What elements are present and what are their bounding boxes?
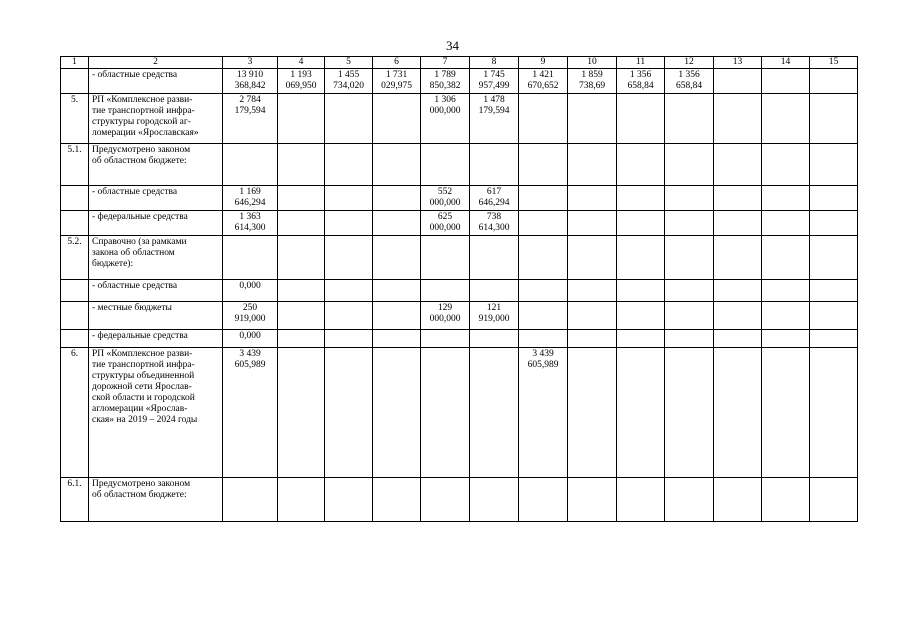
table-row xyxy=(61,144,858,186)
value-cell xyxy=(568,211,617,236)
table-row xyxy=(61,280,858,302)
value-cell xyxy=(810,348,858,478)
value-line: 000,000 xyxy=(429,314,461,324)
value-line: 2 784 xyxy=(239,95,261,105)
value-line: 129 xyxy=(437,303,453,313)
value-cell xyxy=(325,186,373,211)
value-cell xyxy=(470,144,519,186)
column-header: 7 xyxy=(421,57,470,69)
value-cell xyxy=(223,211,278,236)
value-cell xyxy=(568,478,617,522)
value-cell xyxy=(519,330,568,348)
table-row xyxy=(61,69,858,94)
value-cell xyxy=(325,94,373,144)
value-cell xyxy=(665,280,714,302)
value-cell xyxy=(762,280,810,302)
value-cell xyxy=(421,280,470,302)
value-line: 552 xyxy=(437,187,453,197)
value-line: 1 455 xyxy=(337,70,360,80)
value-cell xyxy=(421,69,470,94)
value-cell xyxy=(373,302,421,330)
value-cell xyxy=(762,348,810,478)
value-cell xyxy=(373,330,421,348)
value-cell xyxy=(762,69,810,94)
value-cell xyxy=(470,348,519,478)
value-cell xyxy=(223,302,278,330)
value-cell xyxy=(421,94,470,144)
value-line: 3 439 xyxy=(239,349,261,359)
row-label: - местные бюджеты xyxy=(89,302,223,330)
value-cell xyxy=(617,94,665,144)
value-cell xyxy=(470,302,519,330)
value-cell xyxy=(665,186,714,211)
table-row xyxy=(61,302,858,330)
value-cell xyxy=(762,330,810,348)
value-line: 179,594 xyxy=(234,106,266,116)
row-index: 6.1. xyxy=(61,478,89,522)
value-cell xyxy=(568,348,617,478)
column-header: 3 xyxy=(223,57,278,69)
value-cell xyxy=(421,330,470,348)
value-line: 250 xyxy=(242,303,258,313)
value-line: 0,000 xyxy=(239,331,261,341)
value-line: 1 169 xyxy=(239,187,261,197)
value-cell xyxy=(714,348,762,478)
value-cell xyxy=(373,478,421,522)
value-cell xyxy=(278,69,325,94)
value-cell xyxy=(810,211,858,236)
row-label: - областные средства xyxy=(89,280,223,302)
value-cell xyxy=(714,69,762,94)
value-cell xyxy=(325,211,373,236)
column-header: 13 xyxy=(714,57,762,69)
value-cell xyxy=(470,186,519,211)
value-cell xyxy=(278,330,325,348)
value-cell xyxy=(665,144,714,186)
value-cell xyxy=(278,302,325,330)
value-cell xyxy=(223,348,278,478)
value-cell xyxy=(223,280,278,302)
value-cell xyxy=(325,236,373,280)
value-line: 069,950 xyxy=(285,81,317,91)
value-cell xyxy=(421,211,470,236)
value-cell xyxy=(519,478,568,522)
column-header: 1 xyxy=(61,57,89,69)
value-cell xyxy=(223,478,278,522)
value-cell xyxy=(617,478,665,522)
value-line: 1 789 xyxy=(434,70,456,80)
value-line: 0,000 xyxy=(239,281,261,291)
value-cell xyxy=(568,186,617,211)
value-line: 1 745 xyxy=(483,70,505,80)
value-cell xyxy=(762,186,810,211)
value-cell xyxy=(714,330,762,348)
value-line: 1 306 xyxy=(434,95,456,105)
value-cell xyxy=(617,302,665,330)
row-label: Справочно (за рамками закона об областном бюджете): xyxy=(89,236,223,280)
value-cell xyxy=(470,478,519,522)
value-line: 646,294 xyxy=(234,198,266,208)
value-cell xyxy=(519,236,568,280)
row-label: РП «Комплексное разви- тие транспортной инфра- структуры городской аг- ломерации «Ярославская» xyxy=(89,94,223,144)
value-cell xyxy=(223,186,278,211)
column-header: 11 xyxy=(617,57,665,69)
value-cell xyxy=(665,236,714,280)
row-label: - федеральные средства xyxy=(89,211,223,236)
value-line: 1 859 xyxy=(581,70,603,80)
value-line: 605,989 xyxy=(527,360,559,370)
value-line: 625 xyxy=(437,212,453,222)
value-cell xyxy=(617,186,665,211)
value-cell xyxy=(325,69,373,94)
value-cell xyxy=(568,144,617,186)
value-line: 658,84 xyxy=(675,81,703,91)
row-label: - областные средства xyxy=(89,69,223,94)
value-cell xyxy=(519,211,568,236)
column-header: 14 xyxy=(762,57,810,69)
value-cell xyxy=(373,280,421,302)
value-line: 1 356 xyxy=(678,70,700,80)
value-cell xyxy=(665,69,714,94)
row-index xyxy=(61,330,89,348)
row-index xyxy=(61,302,89,330)
value-cell xyxy=(714,211,762,236)
value-cell xyxy=(568,94,617,144)
value-cell xyxy=(421,478,470,522)
value-cell xyxy=(810,186,858,211)
column-header: 12 xyxy=(665,57,714,69)
value-cell xyxy=(762,302,810,330)
value-cell xyxy=(762,144,810,186)
value-cell xyxy=(762,94,810,144)
value-cell xyxy=(223,94,278,144)
column-header: 15 xyxy=(810,57,858,69)
value-cell xyxy=(665,94,714,144)
page-number: 34 xyxy=(446,38,459,53)
row-index: 5.1. xyxy=(61,144,89,186)
value-cell xyxy=(810,302,858,330)
table-row xyxy=(61,330,858,348)
value-cell xyxy=(470,280,519,302)
value-line: 000,000 xyxy=(429,198,461,208)
column-header: 10 xyxy=(568,57,617,69)
value-cell xyxy=(278,94,325,144)
value-cell xyxy=(421,144,470,186)
value-cell xyxy=(810,330,858,348)
value-line: 658,84 xyxy=(627,81,654,91)
value-cell xyxy=(325,280,373,302)
value-cell xyxy=(373,348,421,478)
value-cell xyxy=(470,69,519,94)
row-index: 5. xyxy=(61,94,89,144)
value-cell xyxy=(278,478,325,522)
value-cell xyxy=(810,144,858,186)
column-header: 9 xyxy=(519,57,568,69)
value-cell xyxy=(223,236,278,280)
row-index xyxy=(61,69,89,94)
value-line: 121 xyxy=(486,303,502,313)
value-line: 738 xyxy=(486,212,502,222)
column-header: 5 xyxy=(325,57,373,69)
value-cell xyxy=(810,478,858,522)
value-cell xyxy=(373,236,421,280)
value-cell xyxy=(568,280,617,302)
value-cell xyxy=(223,69,278,94)
value-line: 919,000 xyxy=(478,314,510,324)
row-label: - областные средства xyxy=(89,186,223,211)
value-line: 614,300 xyxy=(478,223,510,233)
value-cell xyxy=(714,144,762,186)
value-cell xyxy=(568,69,617,94)
value-line: 000,000 xyxy=(429,106,461,116)
value-line: 919,000 xyxy=(234,314,266,324)
table-row xyxy=(61,478,858,522)
row-index xyxy=(61,186,89,211)
value-cell xyxy=(421,348,470,478)
value-cell xyxy=(519,348,568,478)
value-cell xyxy=(519,69,568,94)
column-header: 8 xyxy=(470,57,519,69)
value-line: 13 910 xyxy=(236,70,264,80)
value-cell xyxy=(373,94,421,144)
value-cell xyxy=(325,478,373,522)
row-index: 6. xyxy=(61,348,89,478)
value-line: 179,594 xyxy=(478,106,510,116)
column-header: 6 xyxy=(373,57,421,69)
value-line: 957,499 xyxy=(478,81,510,91)
value-cell xyxy=(278,348,325,478)
value-cell xyxy=(810,69,858,94)
value-cell xyxy=(665,211,714,236)
value-line: 1 478 xyxy=(483,95,505,105)
value-cell xyxy=(373,69,421,94)
value-cell xyxy=(617,144,665,186)
column-header: 2 xyxy=(89,57,223,69)
row-label: Предусмотрено законом об областном бюджете: xyxy=(89,478,223,522)
value-line: 1 356 xyxy=(629,70,652,80)
value-cell xyxy=(810,94,858,144)
value-cell xyxy=(373,144,421,186)
table-row xyxy=(61,94,858,144)
value-line: 1 421 xyxy=(532,70,554,80)
value-cell xyxy=(714,302,762,330)
value-cell xyxy=(714,478,762,522)
value-line: 000,000 xyxy=(429,223,461,233)
value-line: 1 193 xyxy=(290,70,312,80)
column-header: 4 xyxy=(278,57,325,69)
value-cell xyxy=(223,330,278,348)
value-line: 3 439 xyxy=(532,349,554,359)
value-cell xyxy=(617,236,665,280)
value-cell xyxy=(810,236,858,280)
row-index: 5.2. xyxy=(61,236,89,280)
value-line: 850,382 xyxy=(429,81,461,91)
row-index xyxy=(61,280,89,302)
value-cell xyxy=(325,348,373,478)
value-line: 617 xyxy=(486,187,502,197)
value-cell xyxy=(278,280,325,302)
value-cell xyxy=(568,330,617,348)
table-row xyxy=(61,186,858,211)
value-cell xyxy=(519,280,568,302)
value-cell xyxy=(665,330,714,348)
value-line: 646,294 xyxy=(478,198,510,208)
value-cell xyxy=(373,186,421,211)
row-label: РП «Комплексное разви- тие транспортной инфра- структуры объединенной дорожной сети Ярослав- ской области и городской агломерации «Ярослав- ская» на 2019 – 2024 годы xyxy=(89,348,223,478)
value-line: 738,69 xyxy=(578,81,606,91)
value-line: 368,842 xyxy=(234,81,266,91)
value-cell xyxy=(325,330,373,348)
value-cell xyxy=(665,302,714,330)
value-cell xyxy=(421,302,470,330)
value-cell xyxy=(762,478,810,522)
value-cell xyxy=(470,211,519,236)
value-cell xyxy=(714,280,762,302)
value-line: 029,975 xyxy=(381,81,412,91)
value-line: 605,989 xyxy=(234,360,266,370)
value-cell xyxy=(714,236,762,280)
value-cell xyxy=(617,280,665,302)
value-cell xyxy=(665,348,714,478)
value-cell xyxy=(421,186,470,211)
value-cell xyxy=(714,94,762,144)
value-cell xyxy=(278,144,325,186)
value-cell xyxy=(519,94,568,144)
value-cell xyxy=(278,186,325,211)
value-cell xyxy=(470,94,519,144)
value-cell xyxy=(325,302,373,330)
value-cell xyxy=(373,211,421,236)
value-cell xyxy=(519,186,568,211)
table-row xyxy=(61,348,858,478)
header-row xyxy=(61,57,858,69)
value-line: 1 731 xyxy=(385,70,408,80)
value-cell xyxy=(519,302,568,330)
value-cell xyxy=(278,211,325,236)
value-cell xyxy=(519,144,568,186)
value-cell xyxy=(421,236,470,280)
table-row xyxy=(61,236,858,280)
value-cell xyxy=(568,236,617,280)
row-label: Предусмотрено законом об областном бюджете: xyxy=(89,144,223,186)
value-line: 1 363 xyxy=(239,212,261,222)
value-line: 614,300 xyxy=(234,223,266,233)
row-label: - федеральные средства xyxy=(89,330,223,348)
value-line: 670,652 xyxy=(527,81,559,91)
value-cell xyxy=(278,236,325,280)
value-cell xyxy=(762,236,810,280)
value-cell xyxy=(617,211,665,236)
value-cell xyxy=(617,69,665,94)
value-cell xyxy=(325,144,373,186)
value-cell xyxy=(665,478,714,522)
value-cell xyxy=(223,144,278,186)
table-row xyxy=(61,211,858,236)
value-cell xyxy=(714,186,762,211)
value-line: 734,020 xyxy=(333,81,364,91)
value-cell xyxy=(617,348,665,478)
value-cell xyxy=(810,280,858,302)
value-cell xyxy=(762,211,810,236)
value-cell xyxy=(568,302,617,330)
row-index xyxy=(61,211,89,236)
value-cell xyxy=(470,330,519,348)
value-cell xyxy=(617,330,665,348)
budget-table xyxy=(60,56,858,522)
value-cell xyxy=(470,236,519,280)
